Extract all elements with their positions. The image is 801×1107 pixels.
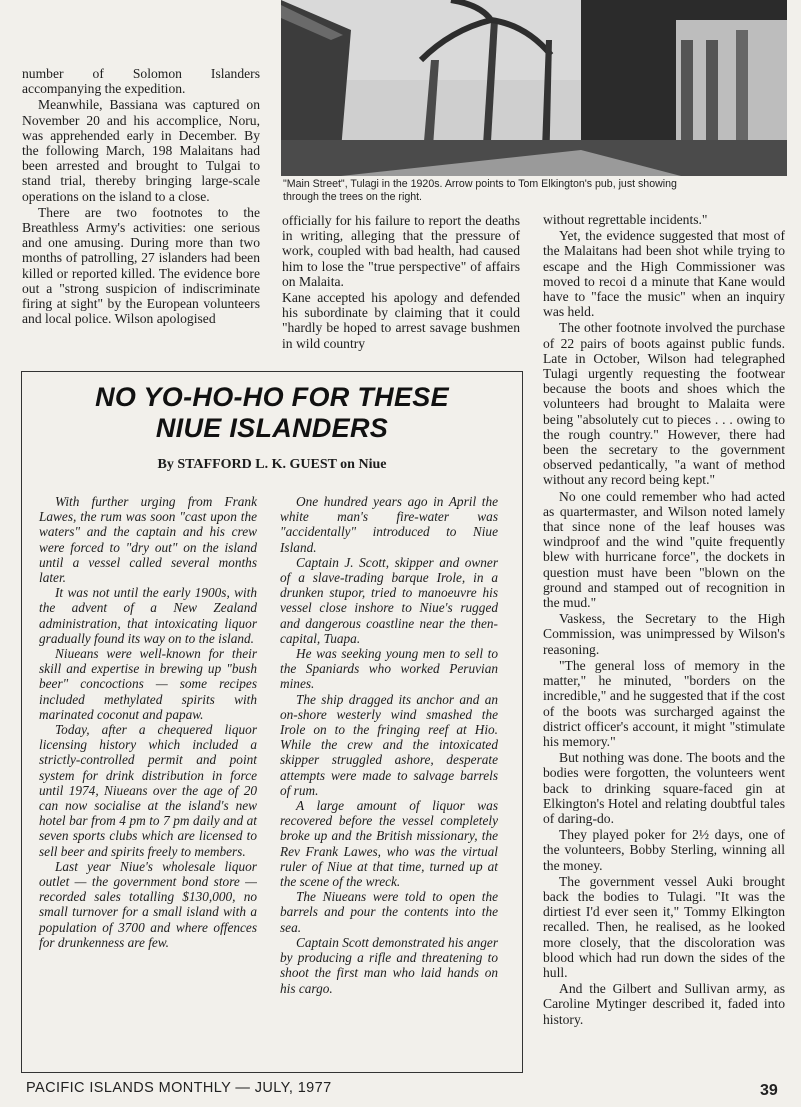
sidebar-article-box	[21, 371, 523, 1073]
paragraph: Meanwhile, Bassiana was captured on November 20 and his accomplice, Noru, was apprehended early in December. By the following March, 198 Malaitans had been arrested and brought to Tulgai to stand trial, thereby bringing large-scale operations on the island to a close.	[22, 97, 260, 204]
column-1	[22, 66, 260, 327]
paragraph: The Niueans were told to open the barrels and pour the contents into the sea.	[280, 889, 498, 935]
paragraph: Vaskess, the Secretary to the High Commission, was unimpressed by Wilson's reasoning.	[543, 611, 785, 657]
paragraph: Yet, the evidence suggested that most of the Malaitans had been shot while trying to escape and the High Commissioner was moved to recoi d a minute that Kane would have to "face the music" when an inquiry was held.	[543, 228, 785, 320]
column-2	[282, 213, 520, 352]
paragraph: Today, after a chequered liquor licensing history which included a strictly-controlled permit and point system for drink distribution in force until 1974, Niueans over the age of 20 can now socialise at the island's new hotel bar from 4 pm to 7 pm daily and at seven sports clubs which are licensed to sell beer and spirits freely to members.	[39, 722, 257, 859]
article-headline	[22, 382, 522, 444]
paragraph: It was not until the early 1900s, with the advent of a New Zealand administration, that intoxicating liquor gradually found its way on to the island.	[39, 585, 257, 646]
paragraph: officially for his failure to report the deaths in writing, alleging that the pressure of work, coupled with bad health, had caused him to lose the "true perspective" of affairs on Malaita.	[282, 213, 520, 289]
paragraph: Last year Niue's wholesale liquor outlet — the government bond store — recorded sales totalling $130,000, no small turnover for a small island with a population of 3700 and where offences for drunkenness are few.	[39, 858, 257, 950]
headline-line-2: NIUE ISLANDERS	[155, 413, 389, 443]
paragraph: With further urging from Frank Lawes, the rum was soon "cast upon the waters" and the captain and his crew were forced to "dry out" on the island until a vessel called several months later.	[39, 494, 257, 586]
paragraph: Captain Scott demonstrated his anger by producing a rifle and threatening to shoot the first man who laid hands on his cargo.	[280, 934, 498, 996]
tulagi-street-photo	[281, 0, 787, 176]
paragraph: number of Solomon Islanders accompanying the expedition.	[22, 66, 260, 97]
paragraph: One hundred years ago in April the white man's fire-water was "accidentally" introduced to Niue Island.	[280, 494, 498, 555]
paragraph: "The general loss of memory in the matter," he minuted, "borders on the incredible," and he suggested that if the cost of the boots was surcharged against the district officer's account, it might "stimulate his memory."	[543, 657, 785, 749]
paragraph: They played poker for 2½ days, one of the volunteers, Bobby Sterling, winning all the money.	[543, 827, 785, 873]
paragraph: A large amount of liquor was recovered before the vessel completely broke up and the British missionary, the Rev Frank Lawes, who was the virtual ruler of Niue at that time, turned up at the scene of the wreck.	[280, 798, 498, 890]
paragraph: No one could remember who had acted as quartermaster, and Wilson noted lamely that since none of the leaf houses was windproof and the wind "quite frequently blew with hurricane force", the dockets in question must have been "blown on the ground and stamped out of recognition in the mud."	[543, 488, 785, 611]
paragraph: Niueans were well-known for their skill and expertise in brewing up "bush beer" concoctions — some recipes included methylated spirits with marinated coconut and papaw.	[39, 646, 257, 722]
box-column-right	[280, 494, 498, 996]
caption-line-2: through the trees on the right.	[283, 191, 422, 203]
column-3	[543, 212, 785, 1028]
headline-line-1: NO YO-HO-HO FOR THESE	[95, 382, 449, 412]
paragraph: And the Gilbert and Sullivan army, as Caroline Mytinger described it, faded into history.	[543, 981, 785, 1027]
paragraph: Captain J. Scott, skipper and owner of a slave-trading barque Irole, in a drunken stupor, tried to manoeuvre his vessel close inshore to Niue's rugged and dangerous coastline near the then-capital, Tuapa.	[280, 554, 498, 646]
page-number: 39	[760, 1082, 778, 1099]
photo-caption	[283, 178, 791, 204]
magazine-footer: PACIFIC ISLANDS MONTHLY — JULY, 1977	[26, 1080, 332, 1096]
paragraph: The government vessel Auki brought back the bodies to Tulagi. "It was the dirtiest I'd ever seen it," Tommy Elkington recalled. Then, he realised, as he looked more closely, that the discoloration was blood which had run down the sides of the hull.	[543, 873, 785, 980]
paragraph: The other footnote involved the purchase of 22 pairs of boots against public funds. Late in October, Wilson had telegraphed Tulagi urgently requesting the footwear because the boots and shoes which the volunteers had brought to Malaita were being "absolutely cut to pieces . . . owing to the rough country." However, there had been the secretary to the government observed pedantically, "a want of method without any record being kept."	[543, 320, 785, 488]
caption-line-1: "Main Street", Tulagi in the 1920s. Arrow points to Tom Elkington's pub, just showing	[283, 178, 677, 190]
paragraph: Kane accepted his apology and defended his subordinate by claiming that it could "hardly be hoped to arrest savage bushmen in wild country	[282, 290, 520, 351]
paragraph: The ship dragged its anchor and an on-shore westerly wind smashed the Irole on to the fringing reef at Hio. While the crew and the intoxicated skipper struggled ashore, desperate attempts were made to salvage barrels of rum.	[280, 691, 498, 798]
article-byline: By STAFFORD L. K. GUEST on Niue	[157, 457, 387, 472]
box-column-left	[39, 494, 257, 950]
paragraph: There are two footnotes to the Breathless Army's activities: one serious and one amusing. During more than two months of patrolling, 27 islanders had been killed or reported killed. The evidence bore out a "strong suspicion of indiscriminate firing at sight" by the European volunteers and local police. Wilson apologised	[22, 204, 260, 327]
paragraph: He was seeking young men to sell to the Spaniards who worked Peruvian mines.	[280, 646, 498, 692]
paragraph: without regrettable incidents."	[543, 212, 708, 227]
photo-illustration	[281, 0, 787, 176]
paragraph: But nothing was done. The boots and the bodies were forgotten, the volunteers went back to drinking square-faced gin at Elkington's Hotel and relating doubtful tales of daring-do.	[543, 750, 785, 826]
